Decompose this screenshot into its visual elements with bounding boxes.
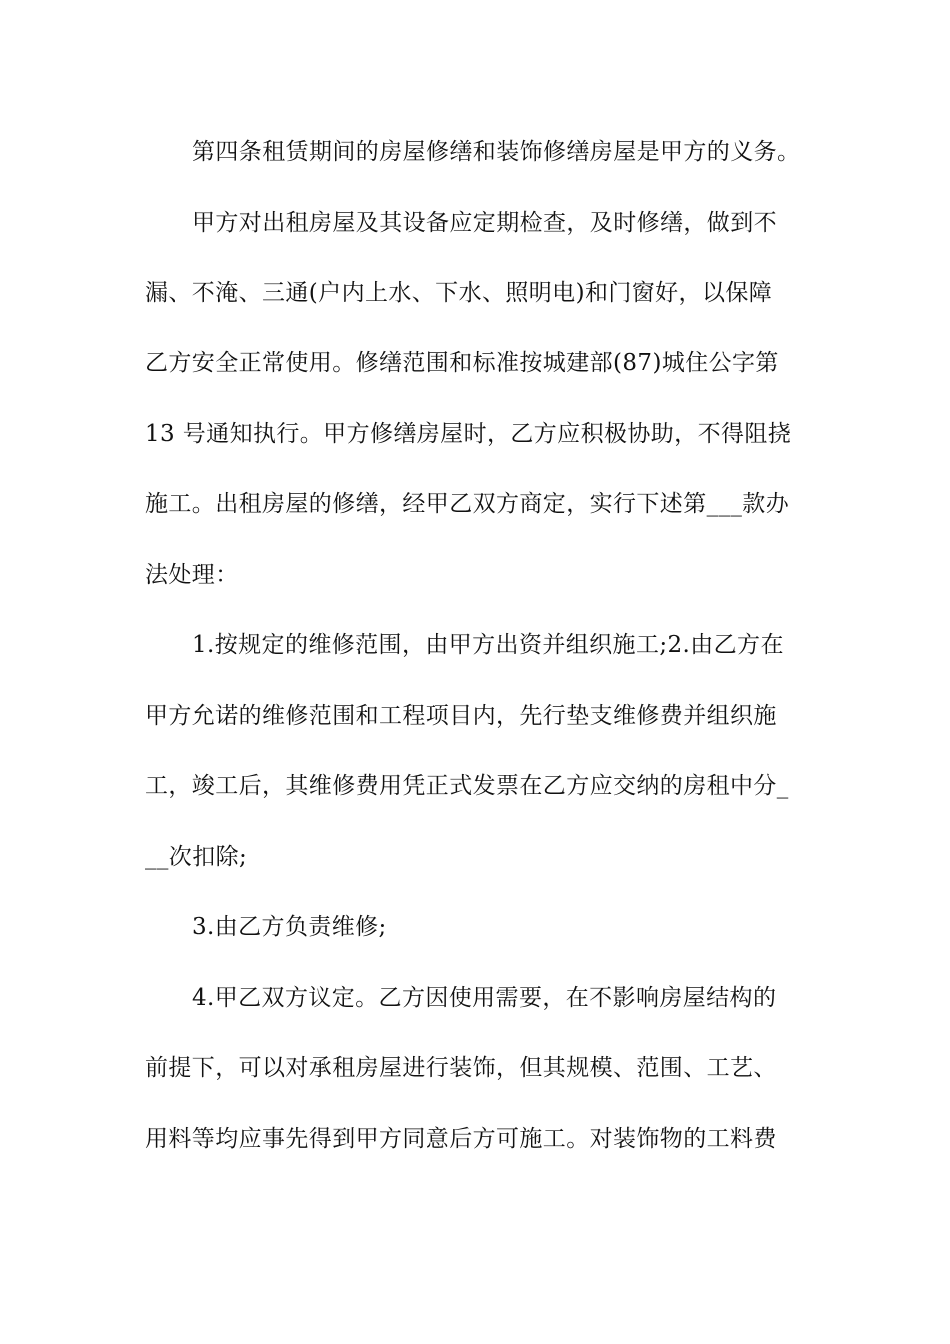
paragraph-line: 甲方对出租房屋及其设备应定期检查，及时修缮，做到不 (192, 210, 777, 236)
paragraph-line: 13 号通知执行。甲方修缮房屋时，乙方应积极协助，不得阻挠 (145, 421, 792, 447)
paragraph-line: 用料等均应事先得到甲方同意后方可施工。对装饰物的工料费 (145, 1126, 777, 1152)
paragraph-line: 工，竣工后，其维修费用凭正式发票在乙方应交纳的房租中分_ (145, 773, 789, 799)
paragraph-line: __次扣除; (145, 844, 248, 870)
paragraph-line: 法处理： (145, 562, 239, 588)
paragraph-article-4-heading: 第四条租赁期间的房屋修缮和装饰修缮房屋是甲方的义务。 (192, 139, 801, 165)
list-item-3: 3.由乙方负责维修; (192, 914, 387, 940)
paragraph-line: 漏、不淹、三通(户内上水、下水、照明电)和门窗好，以保障 (145, 280, 773, 306)
paragraph-line: 施工。出租房屋的修缮，经甲乙双方商定，实行下述第___款办 (145, 491, 790, 517)
paragraph-line: 甲方允诺的维修范围和工程项目内，先行垫支维修费并组织施 (145, 703, 777, 729)
list-item-1: 1.按规定的维修范围，由甲方出资并组织施工;2.由乙方在 (192, 632, 784, 658)
paragraph-line: 乙方安全正常使用。修缮范围和标准按城建部(87)城住公字第 (145, 350, 779, 376)
paragraph-line: 前提下，可以对承租房屋进行装饰，但其规模、范围、工艺、 (145, 1055, 777, 1081)
list-item-4: 4.甲乙双方议定。乙方因使用需要，在不影响房屋结构的 (192, 985, 777, 1011)
